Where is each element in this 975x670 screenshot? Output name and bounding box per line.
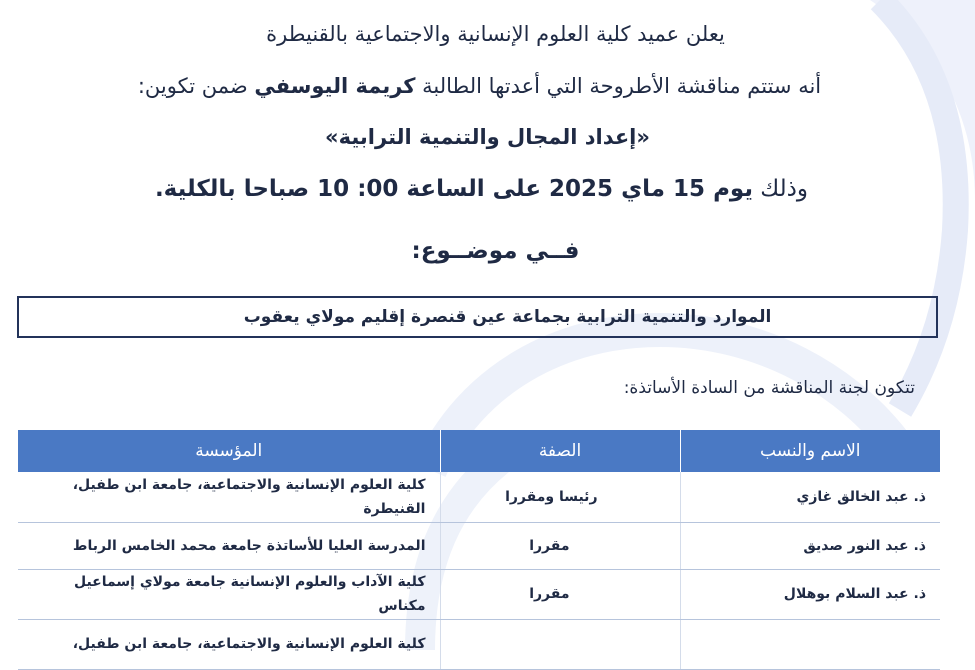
member-name: ذ. عبد السلام بوهلال (680, 569, 940, 619)
member-role: مقررا (440, 569, 680, 619)
table-row (18, 522, 940, 569)
date-line (0, 176, 969, 202)
member-role: مقررا (440, 522, 680, 569)
member-name: ذ. عبد النور صديق (680, 522, 940, 569)
member-institution: كلية العلوم الإنسانية والاجتماعية، جامعة ابن طفيل، (18, 619, 440, 669)
table-row (18, 619, 940, 669)
table-row (18, 472, 940, 522)
table-row (18, 569, 940, 619)
table-header-row (18, 430, 940, 472)
subject-title: الموارد والتنمية الترابية بجماعة عين قنصرة إقليم مولاي يعقوب (243, 307, 772, 327)
date-prefix: وذلك (752, 176, 809, 202)
committee-intro: تتكون لجنة المناقشة من السادة الأساتذة: (623, 378, 915, 398)
subject-label: فــي موضــوع: (411, 238, 580, 264)
member-institution: المدرسة العليا للأساتذة جامعة محمد الخامس الرباط (18, 522, 440, 569)
student-name: كريمة اليوسفي (254, 74, 416, 98)
announcement-header: يعلن عميد كلية العلوم الإنسانية والاجتماعية بالقنيطرة (266, 22, 725, 46)
header-role: الصفة (440, 430, 680, 472)
member-institution: كلية العلوم الإنسانية والاجتماعية، جامعة ابن طفيل، القنيطرة (18, 472, 440, 522)
line2-suffix: ضمن تكوين: (137, 74, 255, 98)
header-institution: المؤسسة (18, 430, 440, 472)
subject-title-box (17, 296, 938, 338)
line2-prefix: أنه ستتم مناقشة الأطروحة التي أعدتها الطالبة (415, 74, 822, 98)
program-title: «إعداد المجال والتنمية الترابية» (325, 125, 650, 149)
thesis-defense-line (0, 74, 967, 98)
member-role (440, 619, 680, 669)
date-time: يوم 15 ماي 2025 على الساعة 00: 10 صباحا بالكلية. (154, 176, 753, 202)
header-name: الاسم والنسب (680, 430, 940, 472)
committee-table (18, 430, 940, 670)
member-institution: كلية الآداب والعلوم الإنسانية جامعة مولاي إسماعيل مكناس (18, 569, 440, 619)
member-name (680, 619, 940, 669)
member-role: رئيسا ومقررا (440, 472, 680, 522)
member-name: ذ. عبد الخالق غازي (680, 472, 940, 522)
